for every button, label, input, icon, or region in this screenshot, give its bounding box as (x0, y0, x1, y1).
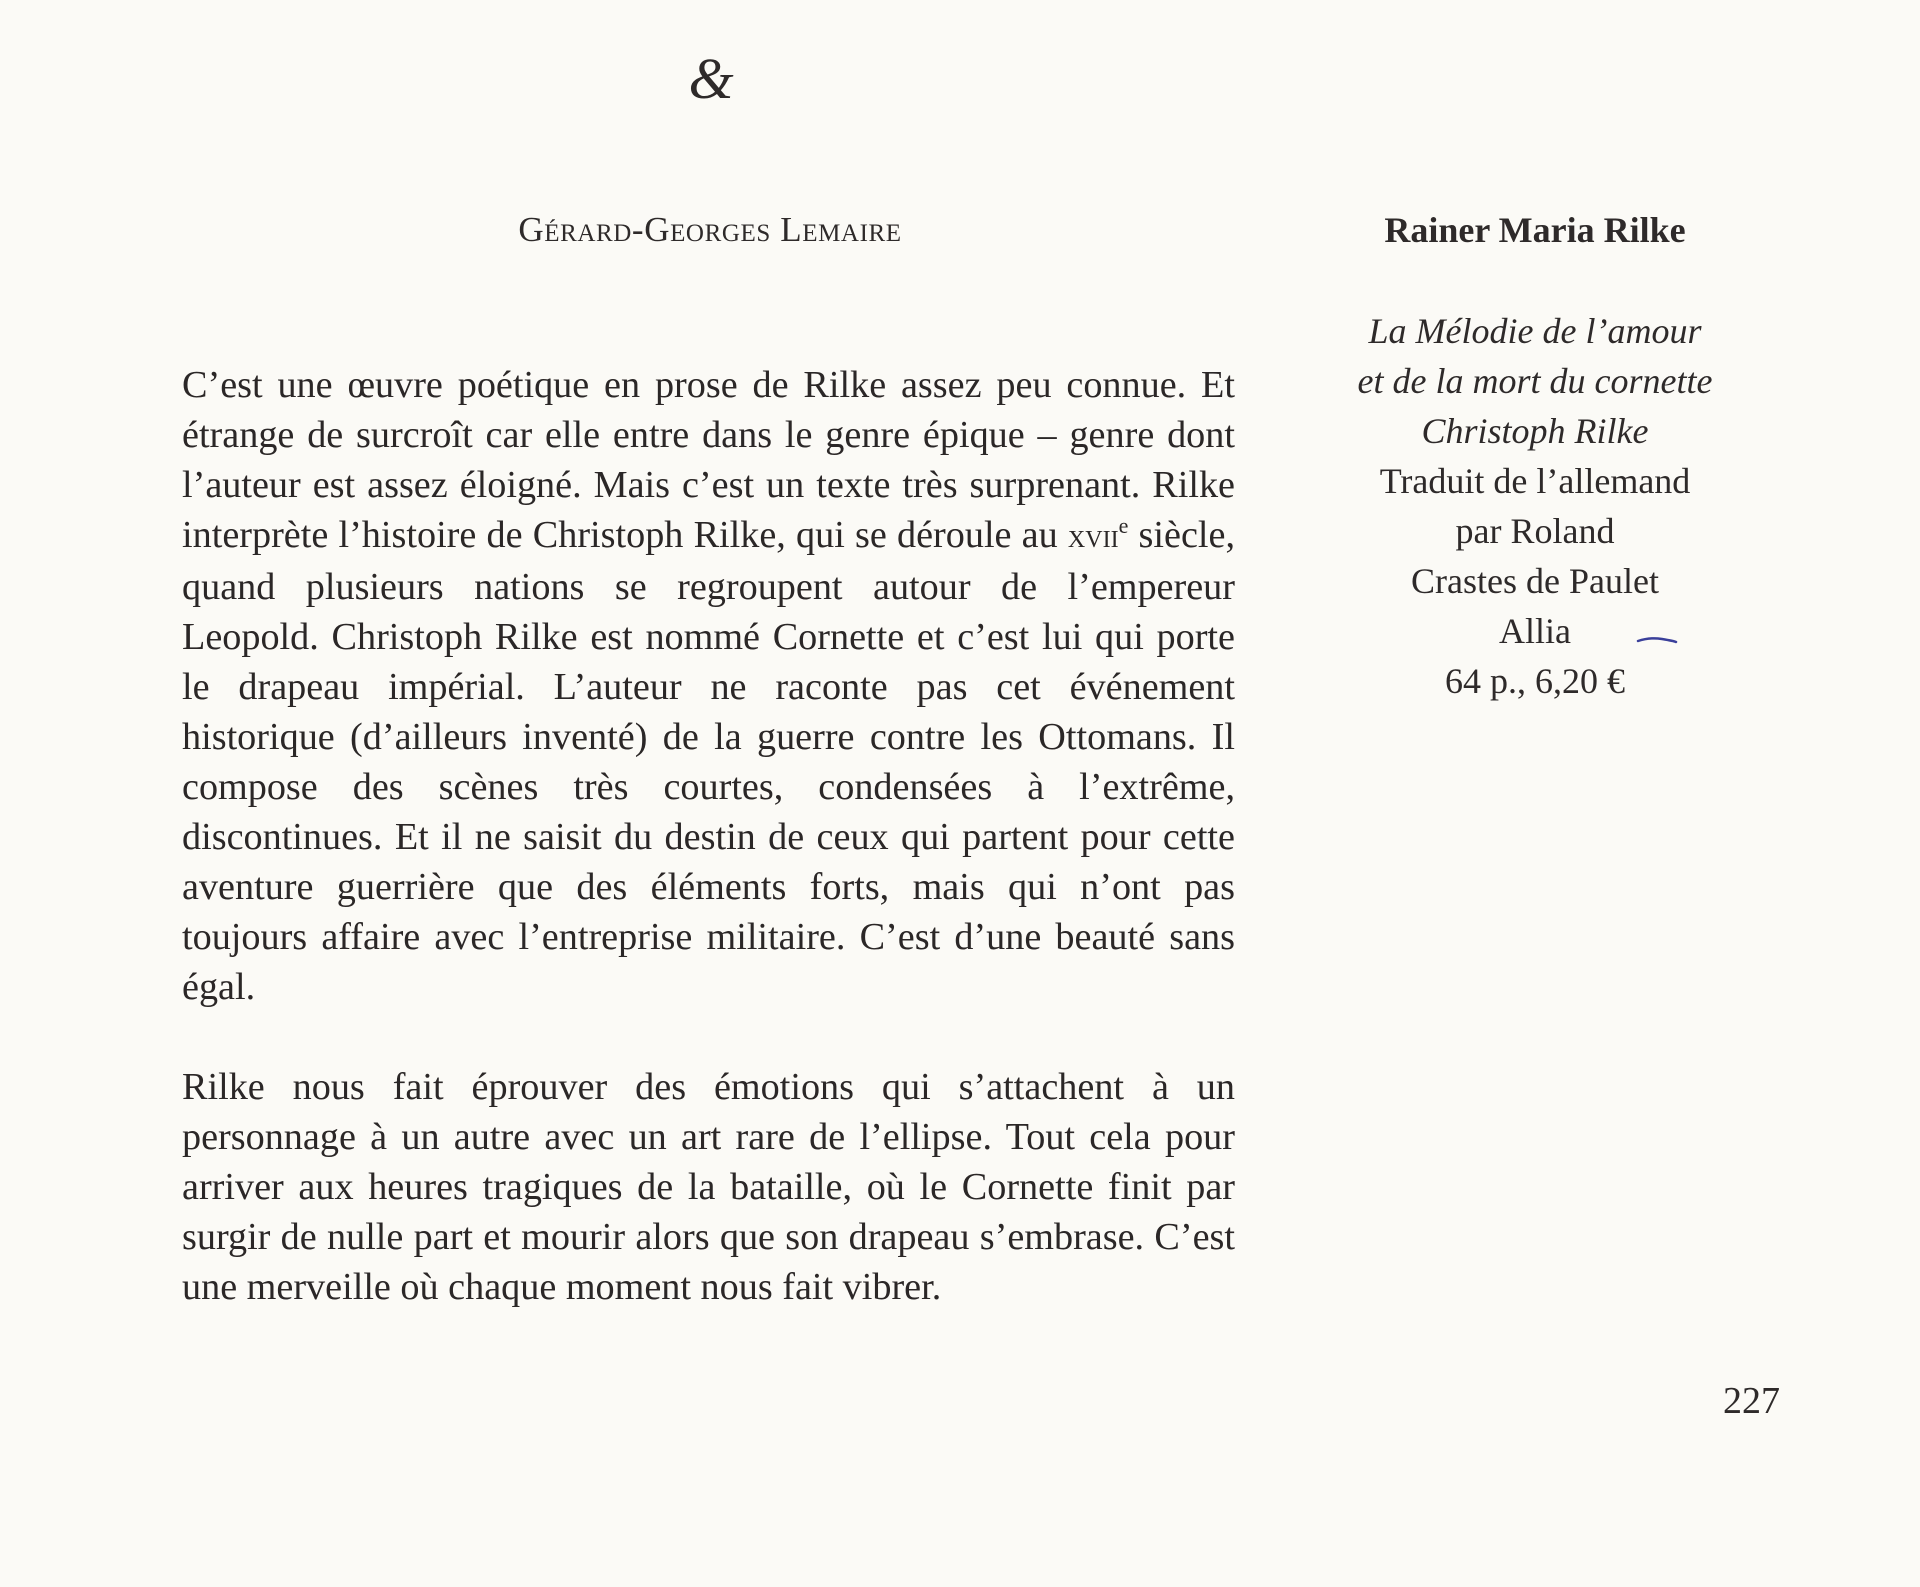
publisher-name: Allia (1499, 611, 1571, 651)
century-superscript: e (1118, 513, 1129, 538)
century-numeral: xvii (1067, 518, 1119, 555)
pen-mark-icon (1636, 636, 1678, 644)
book-title-line-1: La Mélodie de l’amour (1368, 311, 1702, 351)
book-author: Rainer Maria Rilke (1384, 210, 1686, 250)
paragraph-1-text-start: C’est une œuvre poétique en prose de Rilke assez peu connue. Et étrange de surcroît car elle entre dans le genre épique – genre dont l’auteur est assez éloigné. Mais c’est un texte très surprenant. Rilke interprète l’histoire de Christoph Rilke, qui se déroule au (182, 364, 1235, 556)
book-details (1290, 306, 1780, 706)
pages-and-price: 64 p., 6,20 € (1445, 661, 1625, 701)
ampersand-ornament: & (688, 46, 734, 111)
review-paragraph-1 (182, 360, 1235, 1012)
book-title-line-3: Christoph Rilke (1421, 411, 1649, 451)
paragraph-1-text-end: siècle, quand plusieurs nations se regroupent autour de l’empereur Leopold. Christoph Rilke est nommé Cornette et c’est lui qui porte le drapeau impérial. L’auteur ne raconte pas cet événement historique (d’ailleurs inventé) de la guerre contre les Ottomans. Il compose des scènes très courtes, condensées à l’extrême, discontinues. Et il ne saisit du destin de ceux qui partent pour cette aventure guerrière que des éléments forts, mais qui n’ont pas toujours affaire avec l’entreprise militaire. C’est d’une beauté sans égal. (182, 514, 1235, 1008)
translation-line-3: Crastes de Paulet (1411, 561, 1659, 601)
translation-line-2: par Roland (1455, 511, 1615, 551)
page-number: 227 (1723, 1380, 1780, 1422)
review-paragraph-2: Rilke nous fait éprouver des émotions qui s’attachent à un personnage à un autre avec un art rare de l’ellipse. Tout cela pour arriver aux heures tragiques de la bataille, où le Cornette finit par surgir de nulle part et mourir alors que son drapeau s’embrase. C’est une merveille où chaque moment nous fait vibrer. (182, 1066, 1235, 1308)
book-title-line-2: et de la mort du cornette (1357, 361, 1713, 401)
review-body (182, 360, 1235, 1312)
review-author: Gérard-Georges Lemaire (518, 210, 902, 249)
translation-line-1: Traduit de l’allemand (1379, 461, 1691, 501)
